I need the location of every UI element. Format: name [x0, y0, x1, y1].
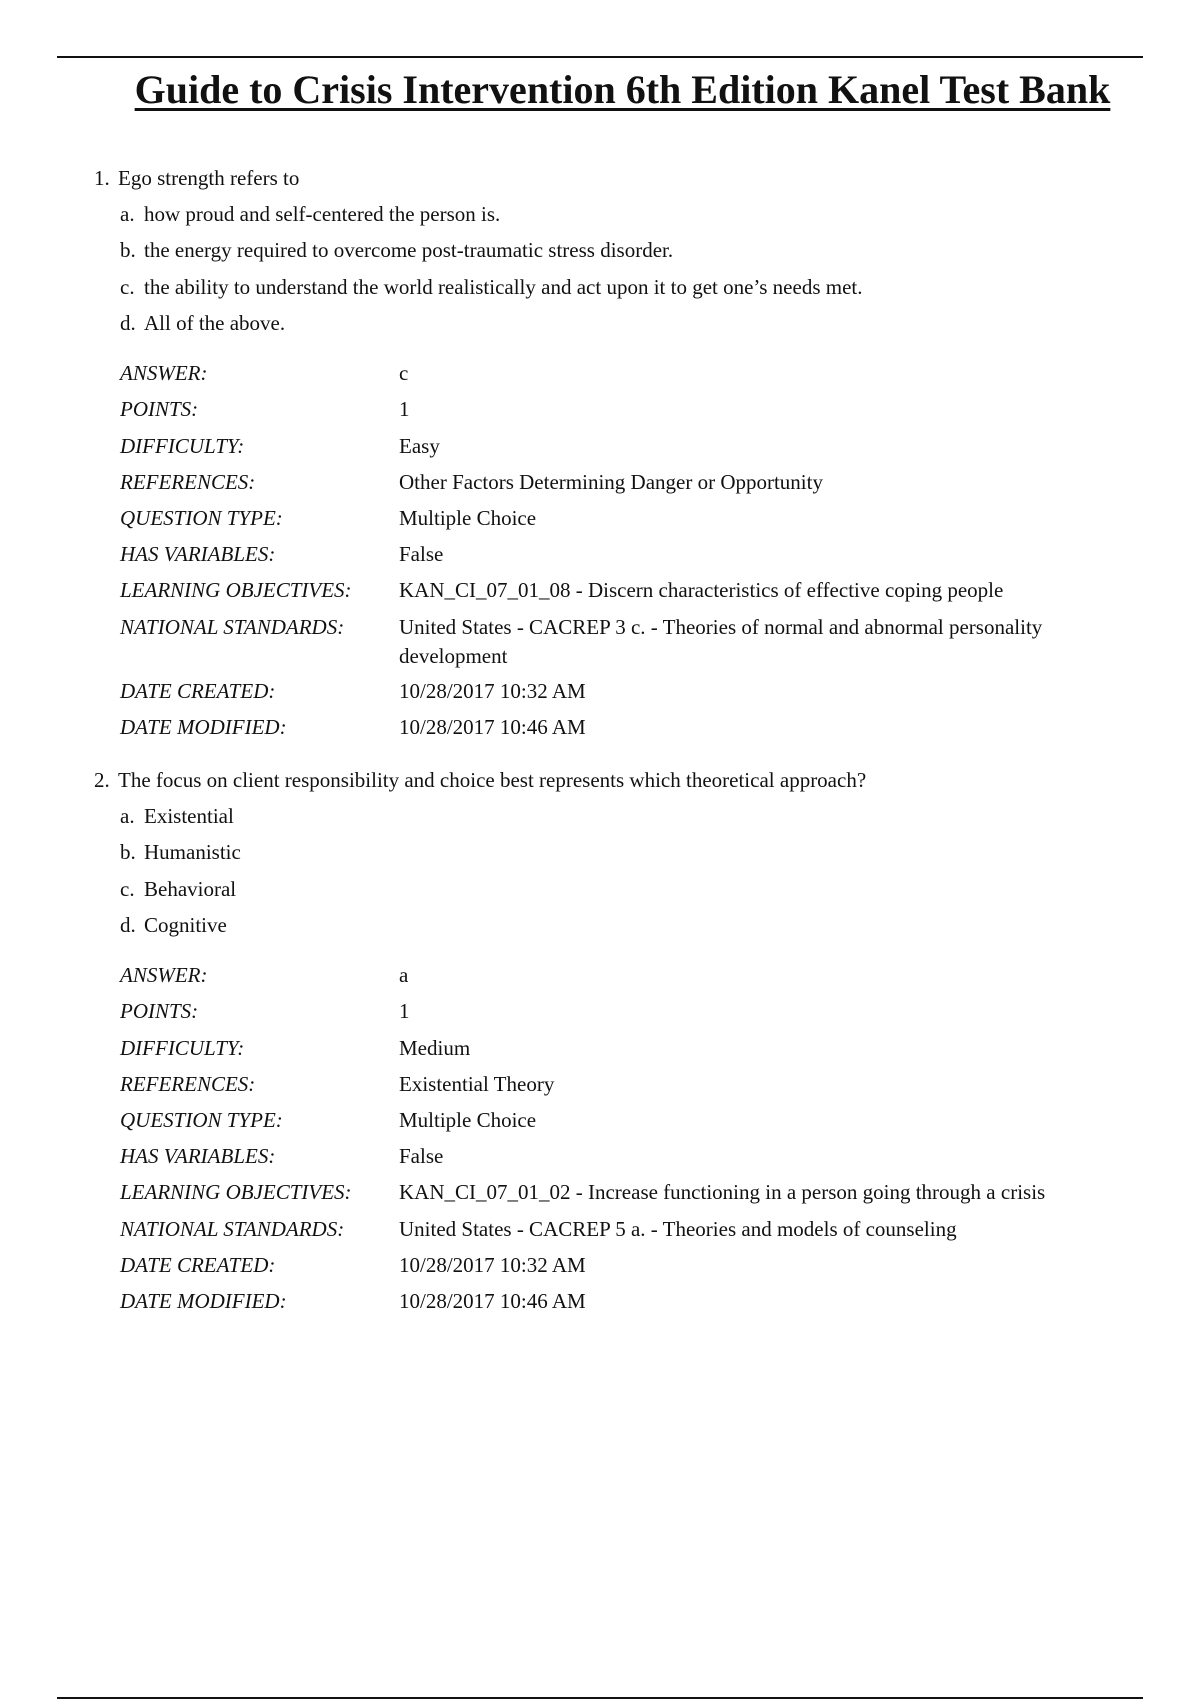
meta-row-points — [120, 993, 1119, 1029]
meta-value: Existential Theory — [399, 1071, 555, 1096]
meta-value: 10/28/2017 10:46 AM — [399, 1289, 586, 1314]
option-letter: c. — [120, 876, 135, 901]
meta-row-references — [120, 1066, 1119, 1102]
option-a — [120, 196, 1154, 232]
meta-row-difficulty — [120, 428, 1119, 464]
question-1 — [94, 160, 1154, 745]
meta-value: Multiple Choice — [399, 506, 537, 530]
question-metadata — [120, 957, 1119, 1319]
answer-options — [120, 798, 1154, 943]
question-2 — [94, 762, 1154, 1319]
meta-value: 10/28/2017 10:32 AM — [399, 678, 586, 703]
option-text: Existential — [144, 804, 234, 828]
meta-label: DIFFICULTY: — [120, 433, 245, 458]
option-text: Behavioral — [144, 876, 237, 901]
meta-row-difficulty — [120, 1030, 1119, 1066]
meta-value: False — [399, 542, 444, 567]
option-text: the energy required to overcome post-traumatic stress disorder. — [144, 238, 674, 263]
meta-label: DIFFICULTY: — [120, 1035, 245, 1060]
meta-label: DATE CREATED: — [120, 1252, 276, 1277]
meta-label: HAS VARIABLES: — [120, 542, 276, 567]
meta-row-question-type — [120, 1102, 1119, 1138]
meta-row-has-variables — [120, 1138, 1119, 1174]
meta-label: DATE MODIFIED: — [120, 714, 287, 739]
meta-label: ANSWER: — [120, 963, 208, 988]
option-text: All of the above. — [144, 310, 286, 335]
meta-label: POINTS: — [120, 397, 199, 422]
meta-row-learning-objectives — [120, 1174, 1119, 1210]
meta-row-references — [120, 464, 1119, 500]
option-letter: b. — [120, 238, 136, 263]
meta-label: QUESTION TYPE: — [120, 506, 283, 530]
top-rule — [57, 56, 1143, 58]
meta-value: United States - CACREP 5 a. - Theories and models of counseling — [399, 1216, 957, 1241]
option-a — [120, 798, 1154, 834]
meta-label: QUESTION TYPE: — [120, 1108, 283, 1132]
question-metadata — [120, 355, 1119, 745]
option-b — [120, 834, 1154, 870]
meta-value: Easy — [399, 433, 440, 458]
meta-row-answer — [120, 355, 1119, 391]
meta-row-date-created — [120, 673, 1119, 709]
meta-value: KAN_CI_07_01_02 - Increase functioning in a person going through a crisis — [399, 1180, 1046, 1205]
bottom-rule — [57, 1697, 1143, 1699]
question-number: 1. — [94, 166, 110, 190]
meta-label: LEARNING OBJECTIVES: — [120, 1180, 352, 1205]
option-letter: d. — [120, 912, 136, 937]
meta-label: LEARNING OBJECTIVES: — [120, 578, 352, 603]
meta-row-date-modified — [120, 709, 1119, 745]
option-letter: d. — [120, 310, 136, 335]
option-letter: a. — [120, 202, 135, 226]
meta-label: POINTS: — [120, 999, 199, 1024]
meta-row-learning-objectives — [120, 572, 1119, 608]
meta-value: False — [399, 1144, 444, 1169]
meta-row-answer — [120, 957, 1119, 993]
meta-row-points — [120, 391, 1119, 427]
meta-row-question-type — [120, 500, 1119, 536]
meta-value: c — [399, 361, 409, 386]
option-text: Cognitive — [144, 912, 227, 937]
meta-row-date-modified — [120, 1283, 1119, 1319]
meta-value: Multiple Choice — [399, 1108, 537, 1132]
option-letter: c. — [120, 274, 135, 299]
meta-value: 10/28/2017 10:46 AM — [399, 714, 586, 739]
option-letter: b. — [120, 840, 136, 865]
meta-label: NATIONAL STANDARDS: — [120, 614, 345, 639]
meta-value: United States - CACREP 3 c. - Theories of normal and abnormal personality development — [399, 614, 1043, 668]
meta-row-national-standards — [120, 609, 1119, 673]
option-c — [120, 269, 1154, 305]
meta-label: NATIONAL STANDARDS: — [120, 1216, 345, 1241]
meta-label: REFERENCES: — [120, 1071, 256, 1096]
meta-value: KAN_CI_07_01_08 - Discern characteristics of effective coping people — [399, 578, 1004, 603]
option-d — [120, 305, 1154, 341]
option-letter: a. — [120, 804, 135, 828]
meta-value: 1 — [399, 397, 410, 422]
meta-value: Medium — [399, 1035, 471, 1060]
option-b — [120, 232, 1154, 268]
option-c — [120, 871, 1154, 907]
meta-label: DATE MODIFIED: — [120, 1289, 287, 1314]
option-text: the ability to understand the world realistically and act upon it to get one’s needs met. — [144, 274, 863, 299]
meta-label: HAS VARIABLES: — [120, 1144, 276, 1169]
question-stem — [94, 160, 1154, 196]
question-text: The focus on client responsibility and choice best represents which theoretical approach? — [118, 768, 867, 792]
meta-value: 10/28/2017 10:32 AM — [399, 1252, 586, 1277]
option-d — [120, 907, 1154, 943]
option-text: Humanistic — [144, 840, 241, 865]
answer-options — [120, 196, 1154, 341]
meta-value: a — [399, 963, 409, 988]
question-text: Ego strength refers to — [118, 166, 300, 190]
meta-row-has-variables — [120, 536, 1119, 572]
meta-row-date-created — [120, 1247, 1119, 1283]
meta-row-national-standards — [120, 1211, 1119, 1247]
meta-value: Other Factors Determining Danger or Opportunity — [399, 469, 823, 494]
page-title-text: Guide to Crisis Intervention 6th Edition Kanel Test Bank — [134, 67, 1111, 112]
question-stem — [94, 762, 1154, 798]
meta-label: REFERENCES: — [120, 469, 256, 494]
meta-label: DATE CREATED: — [120, 678, 276, 703]
meta-value: 1 — [399, 999, 410, 1024]
option-text: how proud and self-centered the person is. — [144, 202, 501, 226]
question-number: 2. — [94, 768, 110, 792]
page-title — [0, 62, 1200, 118]
meta-label: ANSWER: — [120, 361, 208, 386]
